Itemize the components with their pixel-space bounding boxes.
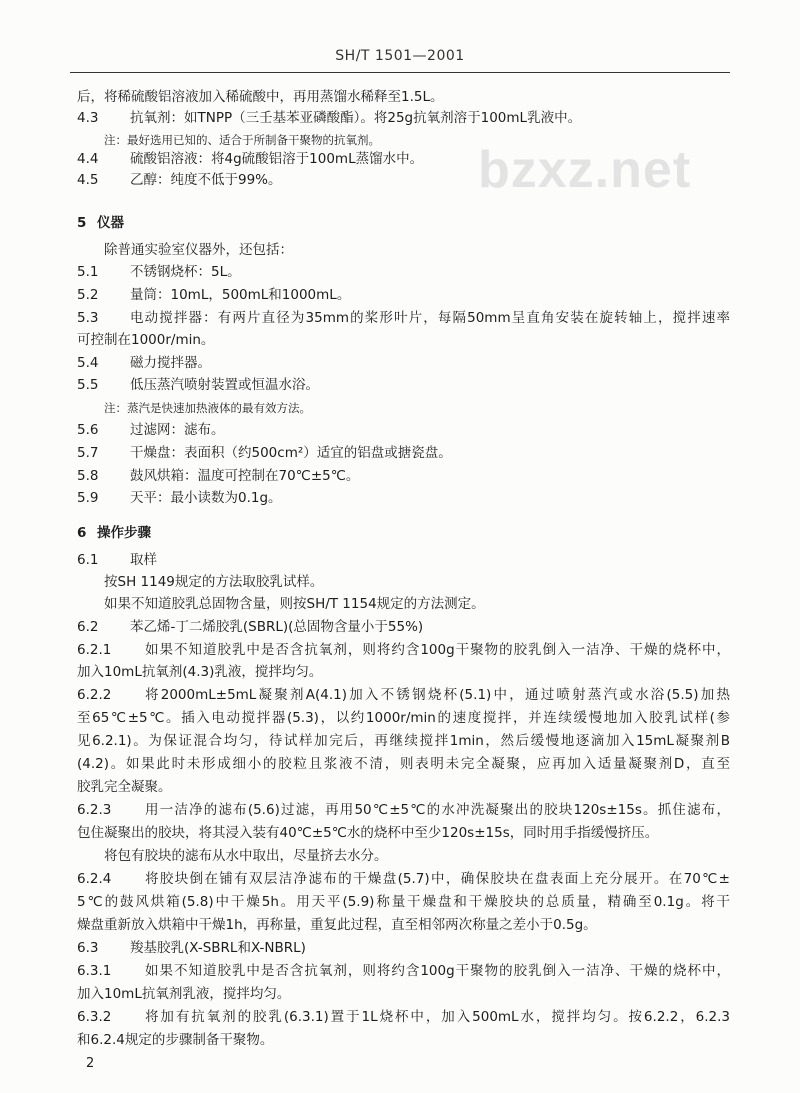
- clause-number: 6.1: [77, 552, 99, 568]
- text-line: [0, 778, 800, 796]
- clause-text: 和6.2.4规定的步骤制备干聚物。: [77, 1032, 274, 1048]
- clause-number: 5.4: [77, 355, 99, 371]
- clause-text: 5℃的鼓风烘箱(5.8)中干燥5h。用天平(5.9)称量干燥盘和干燥胶块的总质量，精确至0.1g。将干: [77, 894, 730, 910]
- text-line: [0, 709, 800, 727]
- text-line: [0, 801, 800, 819]
- clause-text: 见6.2.1)。为保证混合均匀，待试样加完后，再继续搅拌1min，然后缓慢地逐滴加入15mL凝聚剂B: [77, 733, 730, 749]
- clause-text: 可控制在1000r/min。: [77, 332, 215, 348]
- text-line: [0, 551, 800, 569]
- text-line: [0, 444, 800, 462]
- text-line: [0, 131, 800, 149]
- text-line: [0, 663, 800, 681]
- text-line: [0, 641, 800, 659]
- clause-text: 将胶块倒在铺有双层洁净滤布的干燥盘(5.7)中，确保胶块在盘表面上充分展开。在70℃±: [145, 871, 730, 887]
- text-line: [0, 354, 800, 372]
- text-line: [0, 489, 800, 507]
- clause-text: 加入10mL抗氧剂乳液，搅拌均匀。: [77, 986, 291, 1002]
- clause-number: 6.3.1: [77, 963, 112, 979]
- clause-number: 5.1: [77, 264, 99, 280]
- clause-text: 将加有抗氧剂的胶乳(6.3.1)置于1L烧杯中，加入500mL水，搅拌均匀。按6.2.2，6.2.3: [145, 1009, 730, 1025]
- text-line: [0, 962, 800, 980]
- clause-number: 6.3.2: [77, 1009, 112, 1025]
- clause-text: 将2000mL±5mL凝聚剂A(4.1)加入不锈钢烧杯(5.1)中，通过喷射蒸汽或水浴(5.5)加热: [145, 687, 730, 703]
- clause-number: 5.3: [77, 310, 99, 326]
- watermark-logo: bzxz.net: [478, 141, 692, 199]
- text-line: [0, 263, 800, 281]
- text-line: [0, 88, 800, 106]
- text-line: [0, 171, 800, 189]
- text-line: [0, 150, 800, 168]
- clause-text: 用一洁净的滤布(5.6)过滤，再用50℃±5℃的水冲洗凝聚出的胶块120s±15s。抓住滤布，: [145, 802, 730, 818]
- text-line: [0, 893, 800, 911]
- text-line: [0, 732, 800, 750]
- text-line: [0, 573, 800, 591]
- text-line: [0, 870, 800, 888]
- text-line: [0, 1008, 800, 1026]
- running-header: SH/T 1501—2001: [335, 48, 465, 64]
- clause-text: 电动搅拌器：有两片直径为35mm的桨形叶片，每隔50mm呈直角安装在旋转轴上，搅拌速率: [130, 310, 730, 326]
- clause-text: 取样: [130, 552, 157, 568]
- clause-number: 4.3: [77, 110, 99, 126]
- clause-text: 包住凝聚出的胶块，将其浸入装有40℃±5℃水的烧杯中至少120s±15s，同时用手指缓慢挤压。: [77, 825, 659, 841]
- text-line: [0, 755, 800, 773]
- clause-number: 5.8: [77, 468, 99, 484]
- clause-text: 加入10mL抗氧剂(4.3)乳液，搅拌均匀。: [77, 664, 323, 680]
- clause-text: 如果不知道胶乳总固物含量，则按SH/T 1154规定的方法测定。: [104, 596, 485, 612]
- text-line: [0, 399, 800, 417]
- clause-number: 5: [77, 215, 87, 231]
- text-line: [0, 985, 800, 1003]
- text-line: [0, 286, 800, 304]
- clause-text: 乙醇：纯度不低于99%。: [130, 172, 282, 188]
- text-line: [0, 686, 800, 704]
- text-line: [0, 241, 800, 259]
- clause-number: 4.4: [77, 151, 99, 167]
- clause-text: 除普通实验室仪器外，还包括：: [104, 242, 293, 258]
- text-line: [0, 331, 800, 349]
- clause-text: 磁力搅拌器。: [130, 355, 211, 371]
- clause-number: 5.7: [77, 445, 99, 461]
- text-line: [0, 109, 800, 127]
- clause-text: 燥盘重新放入烘箱中干燥1h，再称量，重复此过程，直至相邻两次称量之差小于0.5g。: [77, 917, 597, 933]
- text-line: [0, 214, 800, 232]
- clause-text: 低压蒸汽喷射装置或恒温水浴。: [130, 377, 319, 393]
- clause-text: 干燥盘：表面积（约500cm²）适宜的铝盘或搪瓷盘。: [130, 445, 452, 461]
- header-rule: [70, 72, 730, 73]
- clause-text: 不锈钢烧杯：5L。: [130, 264, 241, 280]
- text-line: [0, 309, 800, 327]
- clause-text: 操作步骤: [97, 525, 151, 541]
- clause-number: 6: [77, 525, 87, 541]
- text-line: [0, 847, 800, 865]
- clause-text: 注：蒸汽是快速加热液体的最有效方法。: [104, 401, 311, 415]
- text-line: [0, 824, 800, 842]
- clause-text: 将包有胶块的滤布从水中取出，尽量挤去水分。: [104, 848, 388, 864]
- clause-text: 注：最好选用已知的、适合于所制备干聚物的抗氧剂。: [104, 133, 380, 147]
- clause-text: 天平：最小读数为0.1g。: [130, 490, 282, 506]
- text-line: [0, 939, 800, 957]
- clause-text: 硫酸铝溶液：将4g硫酸铝溶于100mL蒸馏水中。: [130, 151, 424, 167]
- clause-text: 过滤网：滤布。: [130, 422, 225, 438]
- page-number: 2: [86, 1056, 95, 1071]
- clause-number: 6.2.4: [77, 871, 112, 887]
- clause-text: 抗氧剂：如TNPP（三壬基苯亚磷酸酯）。将25g抗氧剂溶于100mL乳液中。: [130, 110, 582, 126]
- clause-text: 仪器: [97, 215, 124, 231]
- text-line: [0, 421, 800, 439]
- text-line: [0, 595, 800, 613]
- clause-text: 苯乙烯-丁二烯胶乳(SBRL)(总固物含量小于55%): [130, 619, 424, 635]
- text-line: [0, 1031, 800, 1049]
- text-line: [0, 916, 800, 934]
- clause-number: 5.9: [77, 490, 99, 506]
- clause-text: 如果不知道胶乳中是否含抗氧剂，则将约含100g干聚物的胶乳倒入一洁净、干燥的烧杯中，: [145, 963, 730, 979]
- clause-text: 胶乳完全凝聚。: [77, 779, 172, 795]
- clause-number: 5.2: [77, 287, 99, 303]
- clause-number: 6.2.1: [77, 642, 112, 658]
- clause-text: 量筒：10mL，500mL和1000mL。: [130, 287, 351, 303]
- clause-text: (4.2)。如果此时未形成细小的胶粒且浆液不清，则表明未完全凝聚，应再加入适量凝聚剂D，直至: [77, 756, 730, 772]
- clause-text: 后，将稀硫酸铝溶液加入稀硫酸中，再用蒸馏水稀释至1.5L。: [77, 89, 444, 105]
- clause-number: 5.6: [77, 422, 99, 438]
- clause-number: 6.2.3: [77, 802, 112, 818]
- clause-text: 鼓风烘箱：温度可控制在70℃±5℃。: [130, 468, 360, 484]
- clause-number: 4.5: [77, 172, 99, 188]
- text-line: [0, 618, 800, 636]
- clause-text: 羧基胶乳(X-SBRL和X-NBRL): [130, 940, 306, 956]
- text-line: [0, 467, 800, 485]
- clause-number: 5.5: [77, 377, 99, 393]
- clause-number: 6.2: [77, 619, 99, 635]
- clause-number: 6.3: [77, 940, 99, 956]
- clause-text: 如果不知道胶乳中是否含抗氧剂，则将约含100g干聚物的胶乳倒入一洁净、干燥的烧杯中，: [145, 642, 730, 658]
- clause-number: 6.2.2: [77, 687, 112, 703]
- clause-text: 至65℃±5℃。插入电动搅拌器(5.3)，以约1000r/min的速度搅拌，并连续缓慢地加入胶乳试样(参: [77, 710, 730, 726]
- text-line: [0, 524, 800, 542]
- clause-text: 按SH 1149规定的方法取胶乳试样。: [104, 574, 324, 590]
- text-line: [0, 376, 800, 394]
